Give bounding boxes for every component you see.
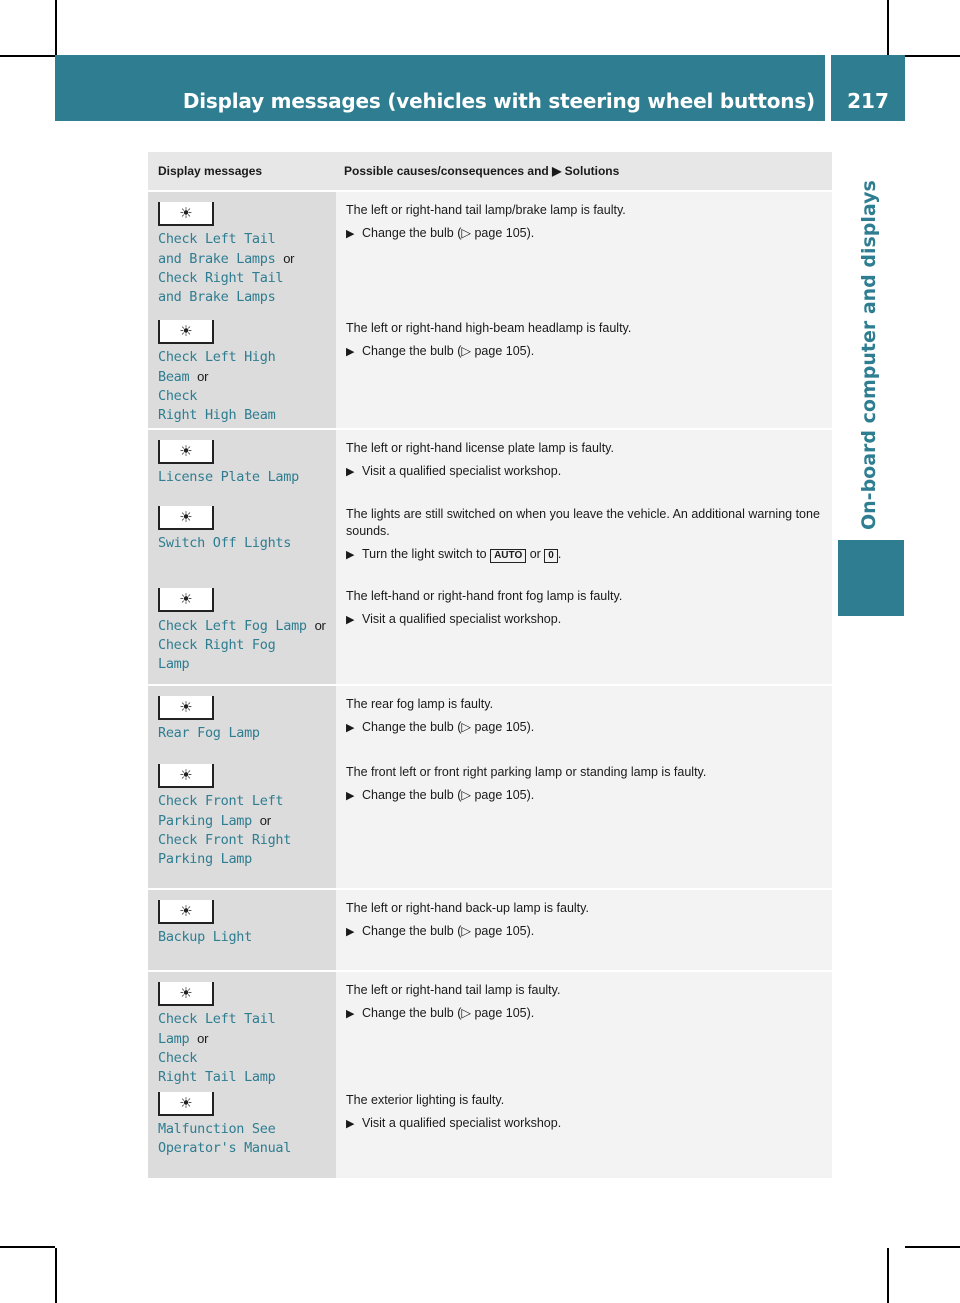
solution-text [346,611,824,629]
cause-text: The front left or front right parking lamp or standing lamp is faulty. [346,765,707,779]
solution-text [346,343,824,361]
solution-column [336,890,832,970]
solution-text [346,787,824,805]
or-text: or [526,547,545,561]
solution-label: Turn the light switch to [362,547,491,561]
display-message [158,348,328,425]
column-header: Display messages [158,164,263,178]
message-line: Right Tail Lamp [158,1069,276,1085]
crop-mark [887,0,889,55]
message-line: Check [158,1050,198,1066]
arrow-icon: ▶ [346,466,355,478]
table-row [148,428,832,684]
message-entry [158,202,328,314]
message-line: Parking Lamp [158,813,252,829]
message-line: Right High Beam [158,407,276,423]
lamp-icon: ☀ [179,1094,193,1112]
message-entry [158,1092,328,1172]
or-text: or [259,813,271,828]
cause-text: The exterior lighting is faulty. [346,1093,505,1107]
crop-mark [887,1248,889,1303]
solution-entry [346,588,824,678]
message-line: Malfunction See [158,1121,276,1137]
or-text: or [197,1031,209,1046]
table-row [148,970,832,1178]
solution-column [336,972,832,1178]
message-entry [158,440,328,500]
message-entry [158,506,328,582]
lamp-icon [158,202,214,226]
lamp-icon [158,588,214,612]
solution-text [346,923,824,941]
cause-text: The left or right-hand tail lamp/brake lamp is faulty. [346,203,626,217]
message-line: and Brake Lamps [158,289,276,305]
lamp-icon [158,440,214,464]
display-message [158,534,328,553]
lamp-icon: ☀ [179,590,193,608]
solution-entry [346,320,824,422]
display-message [158,468,328,487]
message-line: Switch Off Lights [158,535,292,551]
lamp-icon: ☀ [179,204,193,222]
lamp-icon: ☀ [179,508,193,526]
solution-column [336,686,832,888]
solution-text [346,719,824,737]
message-column [148,686,336,888]
message-column [148,192,336,428]
arrow-icon: ▶ [346,790,355,802]
message-entry [158,588,328,678]
lamp-icon [158,696,214,720]
display-message [158,1010,328,1087]
message-entry [158,320,328,422]
display-message [158,616,328,674]
message-line: Operator's Manual [158,1140,292,1156]
message-entry [158,764,328,882]
solution-column [336,192,832,428]
crop-mark [0,1246,55,1248]
solution-text [346,225,824,243]
lamp-icon [158,982,214,1006]
or-text: or [314,618,326,633]
solution-label: Change the bulb (▷ page 105). [362,344,535,358]
message-line: Check Front Left [158,793,284,809]
message-line: Check Left High [158,349,276,365]
crop-mark [0,55,55,57]
crop-mark [55,0,57,55]
solution-entry [346,506,824,582]
display-messages-table [148,152,832,1178]
solution-column [336,430,832,684]
cause-text: The lights are still switched on when you leave the vehicle. An additional warning tone sounds. [346,507,820,538]
message-column [148,890,336,970]
cause-text: The rear fog lamp is faulty. [346,697,494,711]
cause-text: The left-hand or right-hand front fog lamp is faulty. [346,589,623,603]
solution-label: Visit a qualified specialist workshop. [362,464,562,478]
solution-text [346,1005,824,1023]
solution-text [346,546,824,564]
side-tab-label: On-board computer and displays [858,180,880,530]
message-column [148,430,336,684]
crop-mark [905,1246,960,1248]
solution-label: Change the bulb (▷ page 105). [362,720,535,734]
lamp-icon [158,506,214,530]
lamp-icon: ☀ [179,902,193,920]
arrow-icon: ▶ [346,346,355,358]
message-line: Lamp [158,1031,190,1047]
display-message [158,928,328,947]
solution-label: Visit a qualified specialist workshop. [362,1116,562,1130]
arrow-icon: ▶ [346,549,355,561]
solution-label: Change the bulb (▷ page 105). [362,788,535,802]
table-row [148,190,832,428]
lamp-icon: ☀ [179,442,193,460]
message-line: and Brake Lamps [158,251,276,267]
lamp-icon: ☀ [179,766,193,784]
arrow-icon: ▶ [346,228,355,240]
solution-entry [346,440,824,500]
message-line: Check Front Right [158,832,292,848]
message-line: Check Left Tail [158,1011,276,1027]
arrow-icon: ▶ [346,1118,355,1130]
message-entry [158,900,328,964]
page-title: Display messages (vehicles with steering wheel buttons) [182,89,815,113]
message-line: Check Right Tail [158,270,284,286]
message-line: Check Left Tail [158,231,276,247]
solution-entry [346,900,824,964]
column-header: Possible causes/consequences and ▶ Solutions [344,164,620,178]
solution-text [346,463,824,481]
message-line: Check [158,388,198,404]
message-entry [158,982,328,1086]
solution-entry [346,982,824,1086]
page-number-box [831,55,905,121]
message-line: Check Right Fog [158,637,276,653]
table-header [148,152,832,190]
page-number: 217 [847,89,889,113]
message-line: Rear Fog Lamp [158,725,260,741]
message-line: Lamp [158,656,190,672]
lamp-icon: ☀ [179,984,193,1002]
punct: . [557,547,562,561]
lamp-icon: ☀ [179,698,193,716]
message-column [148,972,336,1178]
message-line: Backup Light [158,929,252,945]
display-message [158,1120,328,1158]
message-line: Parking Lamp [158,851,252,867]
table-row [148,684,832,888]
display-message [158,792,328,869]
lamp-icon [158,900,214,924]
cause-text: The left or right-hand license plate lamp is faulty. [346,441,614,455]
cause-text: The left or right-hand tail lamp is faulty. [346,983,561,997]
solution-entry [346,764,824,882]
message-line: Beam [158,369,190,385]
solution-entry [346,1092,824,1172]
arrow-icon: ▶ [346,614,355,626]
lamp-icon [158,1092,214,1116]
crop-mark [905,55,960,57]
side-tab-block [838,540,904,616]
page-header [55,55,825,121]
lamp-icon [158,320,214,344]
table-body [148,190,832,1178]
arrow-icon: ▶ [346,1008,355,1020]
lamp-icon: ☀ [179,322,193,340]
crop-mark [55,1248,57,1303]
cause-text: The left or right-hand back-up lamp is faulty. [346,901,589,915]
solution-label: Visit a qualified specialist workshop. [362,612,562,626]
solution-label: Change the bulb (▷ page 105). [362,924,535,938]
display-message [158,230,328,307]
arrow-icon: ▶ [346,722,355,734]
message-line: Check Left Fog Lamp [158,618,307,634]
or-text: or [197,369,209,384]
message-entry [158,696,328,758]
or-text: or [283,251,295,266]
arrow-icon: ▶ [346,926,355,938]
message-line: License Plate Lamp [158,469,299,485]
solution-label: Change the bulb (▷ page 105). [362,226,535,240]
solution-label: Change the bulb (▷ page 105). [362,1006,535,1020]
cause-text: The left or right-hand high-beam headlamp is faulty. [346,321,632,335]
lamp-icon [158,764,214,788]
display-message [158,724,328,743]
solution-text [346,1115,824,1133]
table-row [148,888,832,970]
solution-entry [346,696,824,758]
off-switch-icon: 0 [544,549,558,563]
auto-switch-icon: AUTO [490,549,526,563]
side-tab [848,160,888,530]
solution-entry [346,202,824,314]
